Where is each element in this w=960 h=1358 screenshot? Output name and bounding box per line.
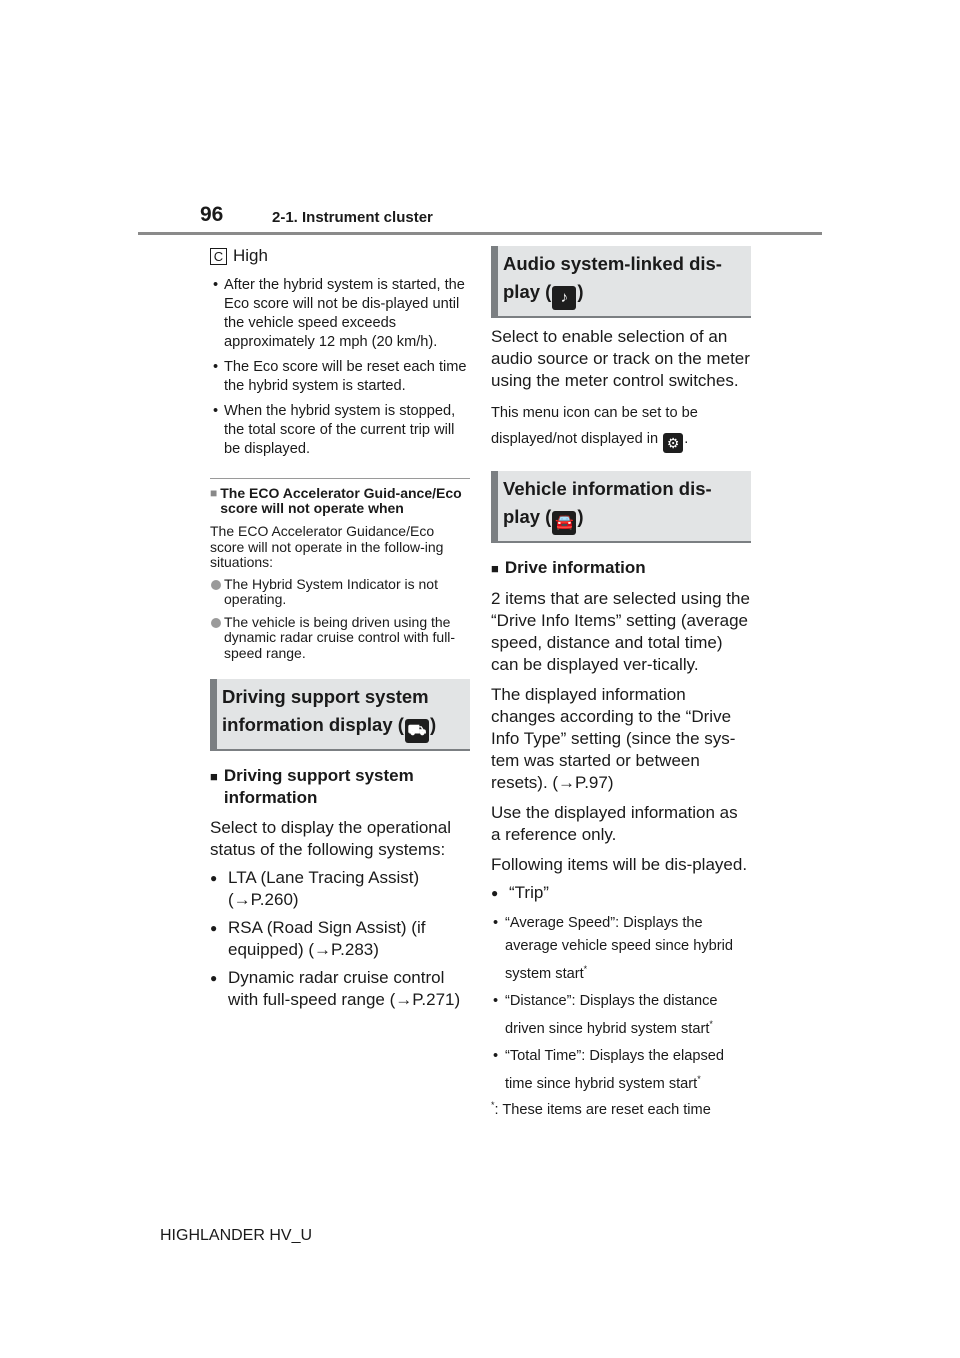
trip-items xyxy=(491,912,751,1096)
list-item xyxy=(491,990,751,1041)
note-items xyxy=(210,577,470,662)
audio-note xyxy=(491,400,751,453)
list-item: ● RSA (Road Sign Assist) (if equipped) (→P.283) xyxy=(210,917,470,961)
heading-text: ) xyxy=(429,714,437,735)
subheading-text: Driving support system information xyxy=(223,766,414,807)
heading-line xyxy=(222,711,462,743)
note-title: The ECO Accelerator Guid-ance/Eco score will not operate when xyxy=(220,485,462,516)
heading-text: ) xyxy=(577,506,584,527)
music-note-icon: ♪ xyxy=(552,286,576,310)
header-rule xyxy=(138,232,822,235)
high-title: High xyxy=(233,246,268,265)
audio-body: Select to enable selection of an audio source or track on the meter using the meter control switches. xyxy=(491,327,750,390)
drive-info-subheading xyxy=(491,557,751,580)
list-item: • After the hybrid system is started, the Eco score will not be dis-played until the vehicle speed exceeds approximately 12 mph (20 km/h). xyxy=(210,276,470,352)
list-item: ● “Trip” xyxy=(491,882,751,904)
support-items xyxy=(210,867,470,1011)
left-column xyxy=(210,246,470,1017)
note-divider xyxy=(210,478,470,479)
item-text: “Distance”: Displays the distance driven since hybrid system start xyxy=(505,992,718,1037)
footer-model: HIGHLANDER HV_U xyxy=(160,1227,313,1244)
square-bullet-icon: ■ xyxy=(491,561,499,576)
list-item: The Hybrid System Indicator is not operating. xyxy=(210,577,470,608)
audio-heading xyxy=(491,246,751,318)
list-item: The vehicle is being driven using the dynamic radar cruise control with full-speed range. xyxy=(210,615,470,662)
high-bullets xyxy=(210,276,470,459)
driving-support-icon: ⛟ xyxy=(405,719,429,743)
page-number: 96 xyxy=(200,203,224,226)
heading-text: ) xyxy=(577,281,584,302)
vehicle-heading xyxy=(491,471,751,543)
footnote-text: : These items are reset each time xyxy=(494,1101,711,1118)
asterisk: * xyxy=(491,1099,495,1110)
note-body: The ECO Accelerator Guidance/Eco score will not operate in the follow-ing situations: xyxy=(210,523,444,570)
drive-paragraph: Following items will be dis-played. xyxy=(491,855,748,874)
list-item xyxy=(491,1045,751,1096)
list-item: • When the hybrid system is stopped, the total score of the current trip will be displayed. xyxy=(210,402,470,459)
list-item: • The Eco score will be reset each time the hybrid system is started. xyxy=(210,358,470,396)
heading-line: Audio system-linked dis- xyxy=(503,253,722,274)
square-bullet-icon: ■ xyxy=(210,486,218,500)
item-text: “Average Speed”: Displays the average vehicle speed since hybrid system start xyxy=(505,915,733,982)
heading-text: play ( xyxy=(503,281,552,302)
asterisk: * xyxy=(709,1018,713,1029)
asterisk: * xyxy=(697,1073,701,1084)
footnote xyxy=(491,1100,751,1118)
high-heading xyxy=(210,246,470,266)
note-heading xyxy=(210,486,470,516)
section-title: 2-1. Instrument cluster xyxy=(272,209,433,226)
square-bullet-icon: ■ xyxy=(210,769,218,784)
drive-paragraph: 2 items that are selected using the “Drive Info Items” setting (average speed, distance and total time) can be displayed ver-tically. xyxy=(491,589,750,674)
subheading-text: Drive information xyxy=(504,558,646,577)
heading-text: information display ( xyxy=(222,714,404,735)
asterisk: * xyxy=(583,964,588,974)
note-text: This menu icon can be set to be displayed/not displayed in xyxy=(491,405,698,447)
heading-text: play ( xyxy=(503,506,552,527)
list-item: ● LTA (Lane Tracing Assist) (→P.260) xyxy=(210,867,470,911)
support-intro: Select to display the operational status of the following systems: xyxy=(210,818,451,859)
list-item xyxy=(491,912,751,986)
item-text: “Total Time”: Displays the elapsed time since hybrid system start xyxy=(505,1047,724,1092)
heading-line: Driving support system xyxy=(222,686,429,707)
drive-paragraph: The displayed information changes according to the “Drive Info Type” setting (since the sys-tem was started or between resets). (→P.97) xyxy=(491,685,736,792)
driving-support-subheading xyxy=(210,765,470,809)
heading-line xyxy=(503,503,743,535)
heading-line xyxy=(503,278,743,310)
callout-c-box: C xyxy=(210,248,227,265)
list-item: ● Dynamic radar cruise control with full-speed range (→P.271) xyxy=(210,967,470,1011)
driving-support-heading xyxy=(210,679,470,751)
heading-line: Vehicle information dis- xyxy=(503,478,712,499)
trip-list xyxy=(491,882,751,904)
drive-paragraph: Use the displayed information as a reference only. xyxy=(491,803,738,844)
right-column xyxy=(491,246,751,1117)
gear-icon: ⚙ xyxy=(663,433,683,453)
note-text: . xyxy=(684,431,689,447)
vehicle-info-icon: 🚘 xyxy=(552,511,576,535)
